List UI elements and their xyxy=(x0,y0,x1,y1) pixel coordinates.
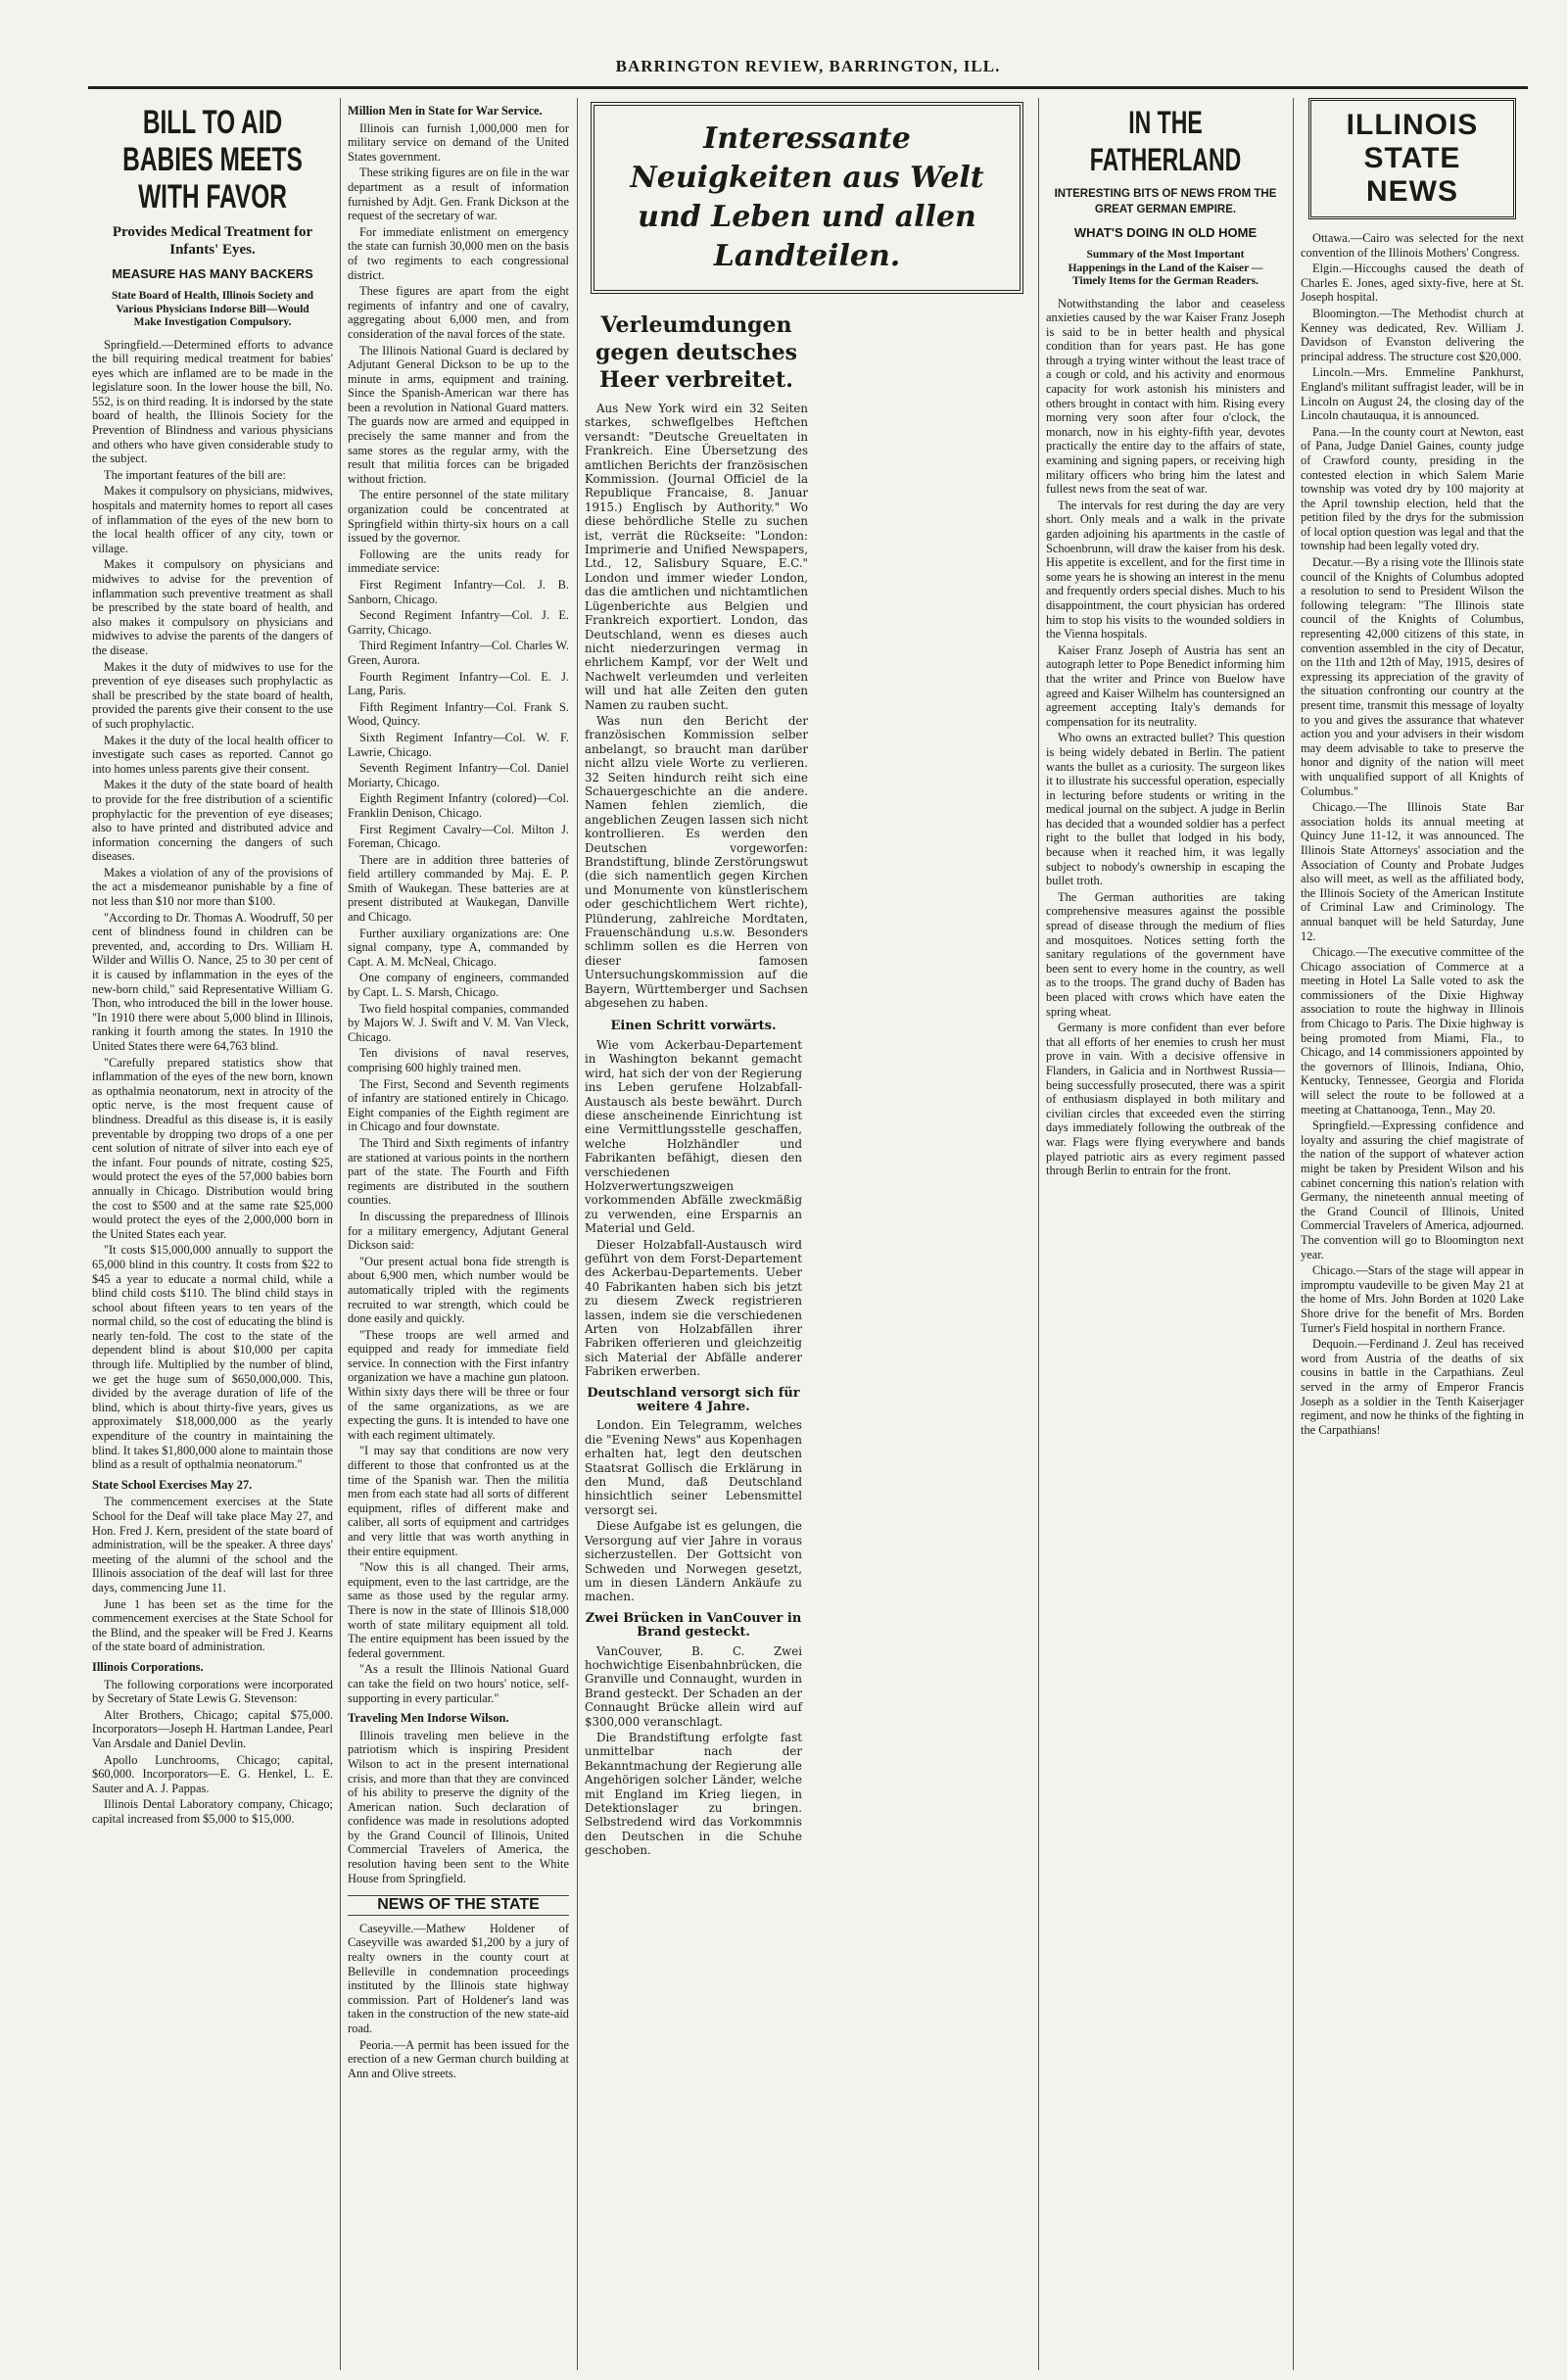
paragraph: Notwithstanding the labor and ceaseless anxieties caused by the war Kaiser Franz Joseph is said to be in better health and physical condition than for years past. He has gone through a trying winter without the least trace of a cough or cold, and his activity and enormous capacity for work astonish his ministers and others brought in contact with him. Rising every morning very soon after four o'clock, the monarch, now in his eighty-fifth year, devotes practically the entire day to the affairs of state, examining and signing papers, or receiving high military officers who bring him the latest and fullest news from the seat of war. xyxy=(1046,296,1285,497)
german-title-box: Interessante Neuigkeiten aus Welt und Leben und allen Landteilen. xyxy=(591,102,1023,294)
paragraph: VanCouver, B. C. Zwei hochwichtige Eisenbahnbrücken, die Granville und Connaught, wurden in Brand gesteckt. Der Schaden an der Connaught Brücke allein wird auf $300,000 veranschlagt. xyxy=(585,1643,802,1729)
paragraph: Chicago.—The executive committee of the Chicago association of Commerce at a meeting in Hotel La Salle voted to ask the commissioners of the Dixie Highway association to route the highway in Illinois from Chicago to Paris. The Dixie highway is being promoted from Miami, Fla., to Chicago, and 14 commissioners appointed by the governors of Illinois, Indiana, Ohio, Kentucky, Tennessee, Georgia and Florida will select the route to be followed at a meeting at Chattanooga, Tenn., May 20. xyxy=(1301,945,1524,1117)
paragraph: Kaiser Franz Joseph of Austria has sent an autograph letter to Pope Benedict informing him that the writer and Prince von Buelow have agreed and Kaiser Wilhelm has countersigned an agreement accepting Italy's demands for compensation for its neutrality. xyxy=(1046,643,1285,729)
paragraph: Following are the units ready for immediate service: xyxy=(348,547,569,576)
paragraph: The entire personnel of the state military organization could be concentrated at Springfield within thirty-six hours on a call issued by the governor. xyxy=(348,488,569,546)
paragraph: Ten divisions of naval reserves, comprising 600 highly trained men. xyxy=(348,1046,569,1074)
paragraph: "As a result the Illinois National Guard can take the field on two hours' notice, self-supporting in every particular." xyxy=(348,1662,569,1705)
column-5 xyxy=(1295,98,1530,2370)
paragraph: "I may say that conditions are now very different to those that confronted us at the time of the Spanish war. Then the militia men from each state had all sorts of different equipment, rifles of different make and caliber, all sorts of equipment and cartridges and very little that was worth anything in their entire equipment. xyxy=(348,1444,569,1558)
paragraph: The German authorities are taking comprehensive measures against the possible spread of disease through the medium of flies and mosquitoes. Notices setting forth the sanitary regulations of the government have been sent to every home in the country, as well as to the troops. The grand duchy of Baden has been placed with crows which have eaten the spring wheat. xyxy=(1046,889,1285,1019)
paragraph: Decatur.—By a rising vote the Illinois state council of the Knights of Columbus adopted a resolution to send to President Wilson the following telegram: "The Illinois state council of the Knights of Columbus, representing 42,000 citizens of this state, in convention assembled in the city of Decatur, on the 11th and 12th of May, 1915, desires of expressing its appreciation of the gravity of the situation confronting our country at the present time, transmit this message of loyalty to you and gives the assurance that whatever action you and your advisers in their wisdom may deem advisable to take to preserve the honor and dignity of the nation will meet with unqualified support of all Knights of Columbus." xyxy=(1301,555,1524,798)
column-3 xyxy=(579,98,1035,2370)
paragraph: Further auxiliary organizations are: One signal company, type A, commanded by Capt. A. M. McNeal, Chicago. xyxy=(348,926,569,969)
masthead: BARRINGTON REVIEW, BARRINGTON, ILL. xyxy=(88,57,1528,89)
paragraph: "Now this is all changed. Their arms, equipment, even to the last cartridge, are the same as those used by the regular army. There is now in the state of Illinois $18,000 worth of state military equipment all told. The entire equipment has been issued by the federal government. xyxy=(348,1560,569,1660)
paragraph: One company of engineers, commanded by Capt. L. S. Marsh, Chicago. xyxy=(348,971,569,1000)
column-2 xyxy=(342,98,575,2370)
paragraph: Elgin.—Hiccoughs caused the death of Charles E. Jones, aged sixty-five, here at St. Joseph hospital. xyxy=(1301,262,1524,305)
paragraph: Makes it the duty of midwives to use for the prevention of eye diseases such prophylactic as shall be prescribed by the state board of health, provided the parents give their consent to the use of such prophylactic. xyxy=(92,659,333,731)
paragraph: For immediate enlistment on emergency the state can furnish 30,000 men on the basis of two regiments to each congressional district. xyxy=(348,224,569,282)
deck: Provides Medical Treatment for Infants' Eyes. xyxy=(112,224,313,258)
paragraph: Diese Aufgabe ist es gelungen, die Versorgung auf vier Jahre in voraus sicherzustellen. Der Gottsicht von Schweden und Norwegen gesetzt, um in diesen Ländern Ankäufe zu machen. xyxy=(585,1519,802,1604)
headline-verleumdungen: Verleumdungen gegen deutsches Heer verbreitet. xyxy=(594,312,798,393)
paragraph: The intervals for rest during the day are very short. Only meals and a walk in the private garden adjoining his apartments in the castle of Schoenbrunn, will draw the kaiser from his desk. His appetite is excellent, and for the first time in some years he is showing an interest in the menu and frequently orders special dishes. Much to his disappointment, the court physician has ordered him to stop his visits to the wounded soldiers in the Vienna hospitals. xyxy=(1046,498,1285,642)
deck-2: MEASURE HAS MANY BACKERS xyxy=(112,266,313,281)
paragraph: Makes a violation of any of the provisions of the act a misdemeanor punishable by a fine of not less than $10 nor more than $100. xyxy=(92,865,333,909)
paragraph: Peoria.—A permit has been issued for the erection of a new German church building at Ann and Olive streets. xyxy=(348,2037,569,2080)
paragraph: Aus New York wird ein 32 Seiten starkes, schweflgelbes Heftchen versandt: "Deutsche Greueltaten in Frankreich. Eine Übersetzung des amtlichen Berichts der französischen Kommission. (Journal Officiel de la Republique Francaise, 8. Januar 1915.) Englisch by Authority." Wo diese behördliche Stelle zu suchen ist, verrät die Rückseite: "London: Imprimerie and Unified Newspapers, Ltd., 12, Salisbury Square, E.C." London und immer wieder London, das die amtlichen und nichtamtlichen Lügenberichte aus Belgien und Frankreich exportiert. London, das Deutschland, wenn es dieses auch nicht niederzuringen vermag in ehrlichem Kampf, vor der Welt und Nachwelt verleumden und verleiten will und hat alle Zeiten den guten Namen zu rauben sucht. xyxy=(585,402,808,712)
box-title-line-2: STATE NEWS xyxy=(1363,142,1461,208)
paragraph: "It costs $15,000,000 annually to support the 65,000 blind in this country. It costs from $22 to $45 a year to educate a normal child, while a blind child costs $110. The blind child stays in school about fifteen years to ten years of the normal child, so the cost of educating the blind is nearly ten-fold. The cost to the state of the dependent blind is about $10,000 per capita through life. Multiplied by the number of blind, we get the huge sum of $650,000,000. This, divided by the average duration of life of the blind, which is about thirty-five years, gives us approximately $18,000,000 as the yearly expenditure of the country in maintaining the blind. It takes $1,800,000 alone to maintain those blind as a result of opthalmia neonatorum." xyxy=(92,1243,333,1472)
paragraph: Makes it the duty of the state board of health to provide for the free distribution of a scientific prophylactic for the prevention of eye diseases; also to have printed and distributed advice and information concerning the dangers of such diseases. xyxy=(92,778,333,864)
paragraph: The First, Second and Seventh regiments of infantry are stationed entirely in Chicago. Eight companies of the Eighth regiment are in Chicago and four downstate. xyxy=(348,1076,569,1134)
paragraph: Lincoln.—Mrs. Emmeline Pankhurst, England's militant suffragist leader, will be in Lincoln on August 24, the closing day of the Lincoln chautauqua, it is announced. xyxy=(1301,365,1524,423)
paragraph: Chicago.—The Illinois State Bar association holds its annual meeting at Quincy June 11-12, it was announced. The Illinois State Attorneys' association and the Association of County and Probate Judges also will meet, as well as the affiliated body, the Illinois Society of the American Institute of Criminal Law and Criminology. The annual banquet will be held Saturday, June 12. xyxy=(1301,800,1524,943)
paragraph: These striking figures are on file in the war department as a result of information furnished by Adjt. Gen. Frank Dickson at the request of the secretary of war. xyxy=(348,166,570,223)
column-divider xyxy=(1293,98,1294,2370)
column-divider xyxy=(1038,98,1039,2370)
paragraph: Fifth Regiment Infantry—Col. Frank S. Wood, Quincy. xyxy=(348,699,569,729)
paragraph: The Illinois National Guard is declared by Adjutant General Dickson to be up to the minute in arms, equipment and training. Since the Spanish-American war there has been a revolution in National Guard matters. The guards now are armed and equipped in precisely the same manner and from the same stores as the regular army, with the result that militia forces can be brigaded without friction. xyxy=(348,343,569,486)
subheading: Deutschland versorgt sich für weitere 4 Jahre. xyxy=(587,1385,800,1415)
subheading: Illinois Corporations. xyxy=(92,1659,204,1674)
section-heading-news-of-the-state: NEWS OF THE STATE xyxy=(348,1895,569,1916)
paragraph: Makes it compulsory on physicians and midwives to advise for the prevention of inflammation such preventive treatment as shall be prescribed by the state board of health, and also makes it compulsory on physicians and midwives to advise the parents of the dangers of the disease. xyxy=(92,557,333,657)
subdeck: State Board of Health, Illinois Society and Various Physicians Indorse Bill—Would Make Investigation Compulsory. xyxy=(111,290,314,328)
subdeck: Summary of the Most Important Happenings in the Land of the Kaiser —Timely Items for the German Readers. xyxy=(1068,249,1263,287)
paragraph: Was nun den Bericht der französischen Kommission selber anbelangt, so braucht man darüber nicht allzu viele Worte zu verlieren. 32 Seiten hindurch reiht sich eine Schauergeschichte an die andere. Namen fehlen ziemlich, die angeblichen Zeugen lassen sich nicht kontrollieren. Es werden den Deutschen vorgeworfen: Brandstiftung, blinde Zerstörungswut (die sich namentlich gegen Kirchen und Monumente von künstlerischem oder geschichtlichem Wert richte), Plünderung, zahlreiche Mordtaten, Frauenschändung u.s.w. Besonders schlimm sollen es die Herren von dieser famosen Untersuchungskommission auf die Bayern, Württemberger und Sachsen abgesehen zu haben. xyxy=(585,713,808,1011)
paragraph: Illinois can furnish 1,000,000 men for military service on demand of the United States government. xyxy=(348,120,569,164)
paragraph: Springfield.—Determined efforts to advance the bill requiring medical treatment for babies' eyes which are inflamed are to be made in the legislature soon. In the lower house the bill, No. 552, is on third reading. It is indorsed by the state board of health, the Illinois Society for the Prevention of Blindness and various physicians and others who have given considerable study to the subject. xyxy=(92,337,333,466)
paragraph: Second Regiment Infantry—Col. J. E. Garrity, Chicago. xyxy=(348,608,569,637)
paragraph: Pana.—In the county court at Newton, east of Pana, Judge Daniel Gaines, county judge of Crawford county, presiding in the contested election in which Salem Marie township was voted dry by 100 majority at the April township election, held that the petition filed by the drys for the submission of local option question was legal and that the township had been legally voted dry. xyxy=(1301,424,1524,553)
paragraph: "Our present actual bona fide strength is about 6,900 men, which number would be automatically tripled with the regiments recruited to war strength, which could be done easily and quickly. xyxy=(348,1254,569,1326)
paragraph: First Regiment Cavalry—Col. Milton J. Foreman, Chicago. xyxy=(348,822,569,851)
paragraph: Sixth Regiment Infantry—Col. W. F. Lawrie, Chicago. xyxy=(348,730,569,759)
paragraph: Illinois traveling men believe in the patriotism which is inspiring President Wilson to act in the present international crisis, and more than that they are convinced of his ability to preserve the dignity of the American nation. Such declaration of confidence was made in resolutions adopted by the Grand Council of Illinois, United Commercial Travelers of America, the resolution having been sent to the White House from Springfield. xyxy=(348,1728,569,1885)
subheading: Einen Schritt vorwärts. xyxy=(610,1019,777,1034)
paragraph: Germany is more confident than ever before that all efforts of her enemies to crush her must prove in vain. With a decisive offensive in Flanders, in Galicia and in Northwest Russia—being successfully prosecuted, there was a spirit of enthusiasm displayed in both military and civilian circles that exceeded even the stirring days immediately following the outbreak of the war. Flags were flying everywhere and bands played patriotic airs as every regiment passed through Berlin to entrain for the front. xyxy=(1046,1021,1285,1178)
paragraph: Two field hospital companies, commanded by Majors W. J. Swift and V. M. Van Vleck, Chicago. xyxy=(348,1001,569,1044)
german-subcolumn-left xyxy=(585,308,808,1012)
paragraph: Who owns an extracted bullet? This question is being widely debated in Berlin. The patient wants the bullet as a curiosity. The surgeon likes it to illustrate his successful operation, especially in lecturing before students or writing in the medical journal on the subject. A judge in Berlin has decided that a wounded soldier has a perfect right to the bullet that lodged in his body, because when it reached him, it was legally subject to nobody's ownership in escaping the bullet troth. xyxy=(1046,731,1285,888)
paragraph: Makes it compulsory on physicians, midwives, hospitals and maternity homes to report all cases of inflammation of the eyes of the new born to the local health officer of any city, town or village. xyxy=(92,484,333,555)
paragraph: Die Brandstiftung erfolgte fast unmittelbar nach der Bekanntmachung der Regierung alle Angehörigen solcher Länder, welche mit England im Krieg liegen, in Detektionslager zu bringen. Selbstredend wird das Vorkommnis den Deutschen in die Schuhe geschoben. xyxy=(585,1730,802,1858)
paragraph: Dieser Holzabfall-Austausch wird geführt von dem Forst-Departement des Ackerbau-Departements. Ueber 40 Fabrikanten haben sich bis jetzt zu diesem Zweck registrieren lassen, indem sie die verschiedenen Arten von Holzabfällen ihrer Fabriken offerieren und gleichzeitig sich Material der Abfälle anderer Fabriken erwerben. xyxy=(585,1237,802,1379)
paragraph: Springfield.—Expressing confidence and loyalty and assuring the chief magistrate of the nation of the support of whatever action might be taken by President Wilson and his cabinet concerning this nation's relation with Germany, the nineteenth annual meeting of the Grand Council of Illinois, United Commercial Travelers of America, adjourned. The convention will go to Bloomington next year. xyxy=(1301,1119,1524,1261)
list-item: Apollo Lunchrooms, Chicago; capital, $60,000. Incorporators—E. G. Henkel, L. E. Sauter and A. J. Pappas. xyxy=(92,1752,333,1795)
paragraph: Eighth Regiment Infantry (colored)—Col. Franklin Denison, Chicago. xyxy=(348,791,569,820)
headline-in-the-fatherland: IN THE FATHERLAND xyxy=(1089,105,1242,177)
paragraph: London. Ein Telegramm, welches die "Evening News" aus Kopenhagen erhalten hat, legt den deutschen Staatsrat Gollisch die Erklärung in den Mund, daß Deutschland hinsichtlich seiner Lebensmittel versorgt sei. xyxy=(585,1418,802,1517)
deck: INTERESTING BITS OF NEWS FROM THE GREAT GERMAN EMPIRE. xyxy=(1054,188,1277,215)
paragraph: "According to Dr. Thomas A. Woodruff, 50 per cent of blindness found in children can be prevented, and, according to Drs. William H. Wilder and Willis O. Nance, 25 to 30 per cent of it is caused by inflammation in the eyes of the new-born child," said Representative William G. Thon, who introduced the bill in the lower house. "In 1910 there were about 5,000 blind in Illinois, ranking it fourth among the states. In 1910 the United States there were 64,763 blind. xyxy=(92,910,333,1053)
paragraph: Fourth Regiment Infantry—Col. E. J. Lang, Paris. xyxy=(348,669,569,698)
paragraph: Dequoin.—Ferdinand J. Zeul has received word from Austria of the deaths of six cousins in battle in the Carpathians. Zeul served in the army of Emperor Francis Joseph as a soldier in the Tenth Kaiserjager regiment, and now he thinks of the fighting in the Carpathians! xyxy=(1301,1337,1524,1437)
column-4 xyxy=(1040,98,1291,2370)
paragraph: Bloomington.—The Methodist church at Kenney was dedicated, Rev. William J. Davidson of Evanston delivering the principal address. The structure cost $20,000. xyxy=(1301,306,1524,363)
subheading: State School Exercises May 27. xyxy=(92,1477,253,1492)
german-subcolumn-right xyxy=(585,1012,802,1859)
paragraph: These figures are apart from the eight regiments of infantry and one of cavalry, aggregating about 6,000 men, and from consideration of the naval forces of the state. xyxy=(348,284,569,341)
headline-bill-to-aid-babies: BILL TO AID BABIES MEETS WITH FAVOR xyxy=(122,104,303,215)
paragraph: First Regiment Infantry—Col. J. B. Sanborn, Chicago. xyxy=(348,578,569,606)
paragraph: Third Regiment Infantry—Col. Charles W. Green, Aurora. xyxy=(348,639,569,667)
paragraph: "Carefully prepared statistics show that inflammation of the eyes of the new born, known as opthalmia neonatorum, next in atrocity of the optic nerve, is the most frequent cause of blindness. Dreadful as this disease is, it is easily preventable by dropping two drops of a one per cent solution of nitrate of silver into each eye of the infant. Four pounds of nitrate, costing $25, would protect the eyes of the 57,000 babies born annually in Chicago. Distribution would bring the cost to $500 and at the same rate $25,000 would protect the eyes of the 2,000,000 born in the United States each year. xyxy=(92,1055,333,1241)
subheading: Zwei Brücken in VanCouver in Brand gesteckt. xyxy=(585,1610,802,1641)
deck-2: WHAT'S DOING IN OLD HOME xyxy=(1073,225,1258,240)
paragraph: Ottawa.—Cairo was selected for the next convention of the Illinois Mothers' Congress. xyxy=(1301,231,1524,260)
paragraph: Caseyville.—Mathew Holdener of Caseyville was awarded $1,200 by a jury of realty owners in the county court at Belleville in condemnation proceedings instituted by the Illinois state highway commission. Part of Holdener's land was taken in the construction of the new state-aid road. xyxy=(348,1921,569,2035)
paragraph: The following corporations were incorporated by Secretary of State Lewis G. Stevenson: xyxy=(92,1677,333,1706)
paragraph: Makes it the duty of the local health officer to investigate such cases as reported. Cannot go into homes unless parents give their consent. xyxy=(92,733,333,776)
column-1 xyxy=(86,98,339,2370)
paragraph: "These troops are well armed and equipped and ready for immediate field service. In connection with the First infantry organization we have a machine gun platoon. Within sixty days there will be three or four of the same organizations, as we are expecting the guns. It is intended to have one with each regiment ultimately. xyxy=(348,1327,569,1442)
paragraph: June 1 has been set as the time for the commencement exercises at the State School for the Blind, and the speaker will be Fred J. Kearns of the state board of administration. xyxy=(92,1596,333,1654)
box-title-line-1: ILLINOIS xyxy=(1346,109,1479,141)
paragraph: The important features of the bill are: xyxy=(104,467,286,482)
paragraph: Seventh Regiment Infantry—Col. Daniel Moriarty, Chicago. xyxy=(348,761,569,789)
list-item: Alter Brothers, Chicago; capital $75,000. Incorporators—Joseph H. Hartman Landee, Pearl Van Arsdale and Daniel Devlin. xyxy=(92,1707,333,1750)
paragraph: There are in addition three batteries of field artillery commanded by Maj. E. P. Smith of Waukegan. These batteries are at present distributed at Waukegan, Danville and Chicago. xyxy=(348,852,569,925)
paragraph: Chicago.—Stars of the stage will appear in impromptu vaudeville to be given May 21 at the home of Mrs. John Borden at 1020 Lake Shore drive for the benefit of Mrs. Borden Turner's Field hospital in northern France. xyxy=(1301,1263,1524,1335)
paragraph: The Third and Sixth regiments of infantry are stationed at various points in the northern part of the state. The Fourth and Fifth regiments are distributed in the southern counties. xyxy=(348,1135,569,1208)
paragraph: Wie vom Ackerbau-Departement in Washington bekannt gemacht wird, hat sich der von der Regierung ins Leben gerufene Holzabfall-Austausch als beste bewährt. Durch diese anscheinende Einrichtung ist eine Vermittlungsstelle geschaffen, welche Holzhändler und Fabrikanten befähigt, diesen den verschiedenen Holzverwertungszweigen vorkommenden Abfälle zweckmäßig zu verwenden, eine Ersparnis an Material und Geld. xyxy=(585,1037,802,1236)
subheading: Million Men in State for War Service. xyxy=(348,104,543,118)
illinois-state-news-box xyxy=(1308,98,1516,219)
column-divider xyxy=(340,98,341,2370)
paragraph: In discussing the preparedness of Illinois for a military emergency, Adjutant General Dickson said: xyxy=(348,1209,569,1253)
paragraph: The commencement exercises at the State School for the Deaf will take place May 27, and Hon. Fred J. Kern, president of the state board of administration, will be the speaker. A three days' meeting of the alumni of the school and the Illinois association of the deaf will last for three days, commencing June 11. xyxy=(92,1495,333,1595)
column-divider xyxy=(577,98,578,2370)
subheading: Traveling Men Indorse Wilson. xyxy=(348,1711,509,1726)
list-item: Illinois Dental Laboratory company, Chicago; capital increased from $5,000 to $15,000. xyxy=(92,1797,333,1826)
